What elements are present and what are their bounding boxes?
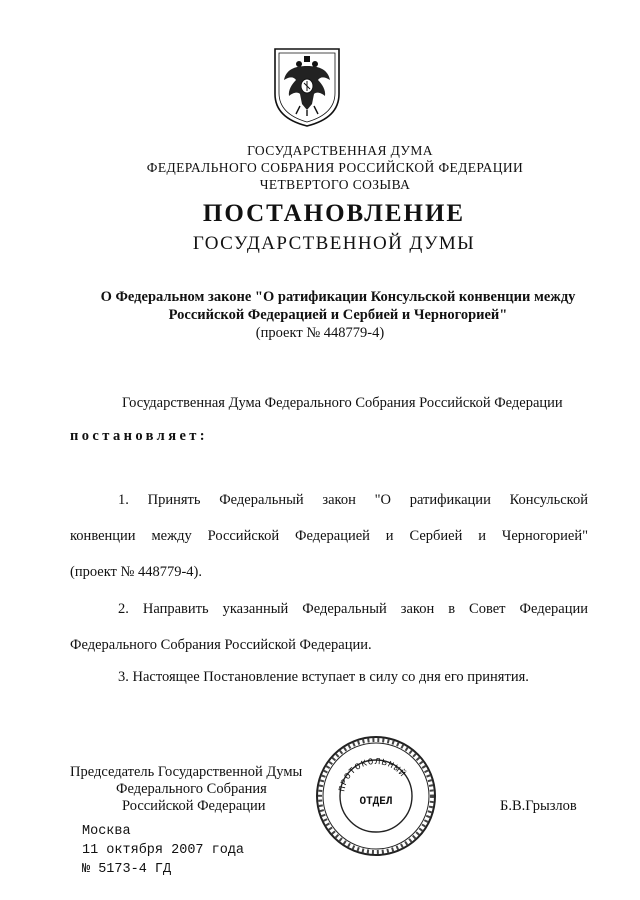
paragraph-1 xyxy=(70,492,588,600)
signatory-name: Б.В.Грызлов xyxy=(500,798,577,814)
paragraph-3: 3. Настоящее Постановление вступает в силу со дня его принятия. xyxy=(118,669,529,685)
signatory-line-2: Федерального Собрания xyxy=(116,781,267,797)
decides-text: постановляет: xyxy=(70,428,209,444)
protocol-department-stamp xyxy=(314,734,438,858)
footer-block xyxy=(82,822,244,879)
paragraph-2-line-1: 2. Направить указанный Федеральный закон в Совет Федерации xyxy=(118,601,588,617)
subject-project-number: (проект № 448779-4) xyxy=(255,325,385,341)
paragraph-1-line-3: (проект № 448779-4). xyxy=(70,564,203,580)
paragraph-2-line-2: Федерального Собрания Российской Федерации. xyxy=(70,637,372,653)
document-subtitle: ГОСУДАРСТВЕННОЙ ДУМЫ xyxy=(192,233,476,254)
institution-header xyxy=(0,142,640,193)
header-line-1: ГОСУДАРСТВЕННАЯ ДУМА xyxy=(247,143,433,158)
subject-line-1: О Федеральном законе "О ратификации Консульской конвенции между xyxy=(100,289,576,305)
subject-block xyxy=(0,288,640,342)
footer-city: Москва xyxy=(82,824,131,839)
coat-of-arms-emblem xyxy=(272,46,342,128)
stamp-inner-text: ПРОТОКОЛЬНЫЙ xyxy=(337,756,408,793)
document-title: ПОСТАНОВЛЕНИЕ xyxy=(202,200,466,227)
intro-text: Государственная Дума Федерального Собрания Российской Федерации xyxy=(122,395,563,411)
signatory-block xyxy=(70,764,302,815)
paragraph-1-line-1: 1. Принять Федеральный закон "О ратификации Консульской xyxy=(118,492,588,508)
header-line-2: ФЕДЕРАЛЬНОГО СОБРАНИЯ РОССИЙСКОЙ ФЕДЕРАЦИИ xyxy=(146,160,524,175)
paragraph-1-line-2: конвенции между Российской Федерацией и Сербией и Черногорией" xyxy=(70,528,588,544)
signatory-line-1: Председатель Государственной Думы xyxy=(70,764,303,780)
footer-number: № 5173-4 ГД xyxy=(82,862,172,877)
paragraph-2 xyxy=(70,601,588,673)
signatory-line-3: Российской Федерации xyxy=(122,798,266,814)
stamp-center-text: ОТДЕЛ xyxy=(359,796,393,808)
subject-line-2: Российской Федерацией и Сербией и Черногорией" xyxy=(168,307,508,323)
header-line-3: ЧЕТВЕРТОГО СОЗЫВА xyxy=(259,177,411,192)
footer-date: 11 октября 2007 года xyxy=(82,843,245,858)
